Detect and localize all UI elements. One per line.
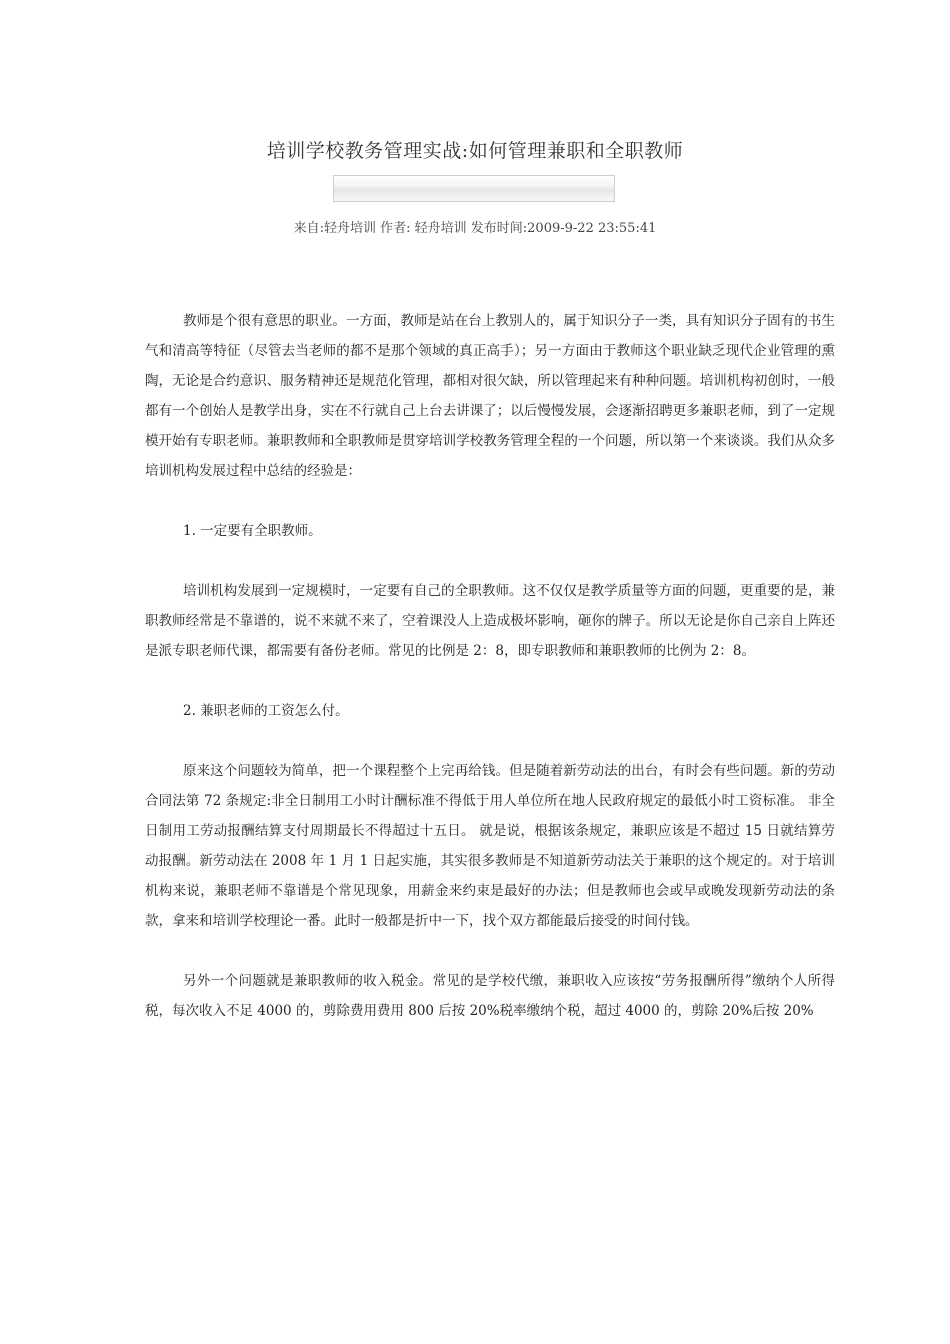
list-item-part-time-pay: 2. 兼职老师的工资怎么付。 [183, 703, 349, 719]
paragraph-full-time: 培训机构发展到一定规模时，一定要有自己的全职教师。这不仅仅是教学质量等方面的问题，更重要的是，兼职教师经常是不靠谱的，说不来就不来了，空着课没人上造成极坏影响，砸你的牌子。所以无论是你自己亲自上阵还是派专职老师代课，都需要有备份老师。常见的比例是 2：8，即专职教师和兼职教师的比例为 2：8。 [145, 583, 835, 659]
article-body [145, 306, 835, 1056]
article-title: 培训学校教务管理实战:如何管理兼职和全职教师 [266, 140, 684, 162]
paragraph-income-tax: 另外一个问题就是兼职教师的收入税金。常见的是学校代缴，兼职收入应该按“劳务报酬所得”缴纳个人所得税，每次收入不足 4000 的，剪除费用费用 800 后按 20%税率缴纳个税，超过 4000 的，剪除 20%后按 20% [145, 973, 835, 1019]
title-banner-image [333, 175, 615, 202]
article-meta: 来自:轻舟培训 作者: 轻舟培训 发布时间:2009-9-22 23:55:41 [293, 221, 657, 236]
list-item-full-time-teachers: 1. 一定要有全职教师。 [183, 523, 322, 539]
paragraph-labor-law: 原来这个问题较为简单，把一个课程整个上完再给钱。但是随着新劳动法的出台，有时会有些问题。新的劳动合同法第 72 条规定:非全日制用工小时计酬标准不得低于用人单位所在地人民政府规定的最低小时工资标准。 非全日制用工劳动报酬结算支付周期最长不得超过十五日。 就是说，根据该条规定，兼职应该是不超过 15 日就结算劳动报酬。新劳动法在 2008 年 1 月 1 日起实施，其实很多教师是不知道新劳动法关于兼职的这个规定的。对于培训机构来说，兼职老师不靠谱是个常见现象，用薪金来约束是最好的办法；但是教师也会或早或晚发现新劳动法的条款，拿来和培训学校理论一番。此时一般都是折中一下，找个双方都能最后接受的时间付钱。 [145, 763, 835, 929]
paragraph-intro: 教师是个很有意思的职业。一方面，教师是站在台上教别人的，属于知识分子一类，具有知识分子固有的书生气和清高等特征（尽管去当老师的都不是那个领域的真正高手）；另一方面由于教师这个职业缺乏现代企业管理的熏陶，无论是合约意识、服务精神还是规范化管理，都相对很欠缺，所以管理起来有种种问题。培训机构初创时，一般都有一个创始人是教学出身，实在不行就自己上台去讲课了；以后慢慢发展，会逐渐招聘更多兼职老师，到了一定规模开始有专职老师。兼职教师和全职教师是贯穿培训学校教务管理全程的一个问题，所以第一个来谈谈。我们从众多培训机构发展过程中总结的经验是： [145, 313, 835, 479]
